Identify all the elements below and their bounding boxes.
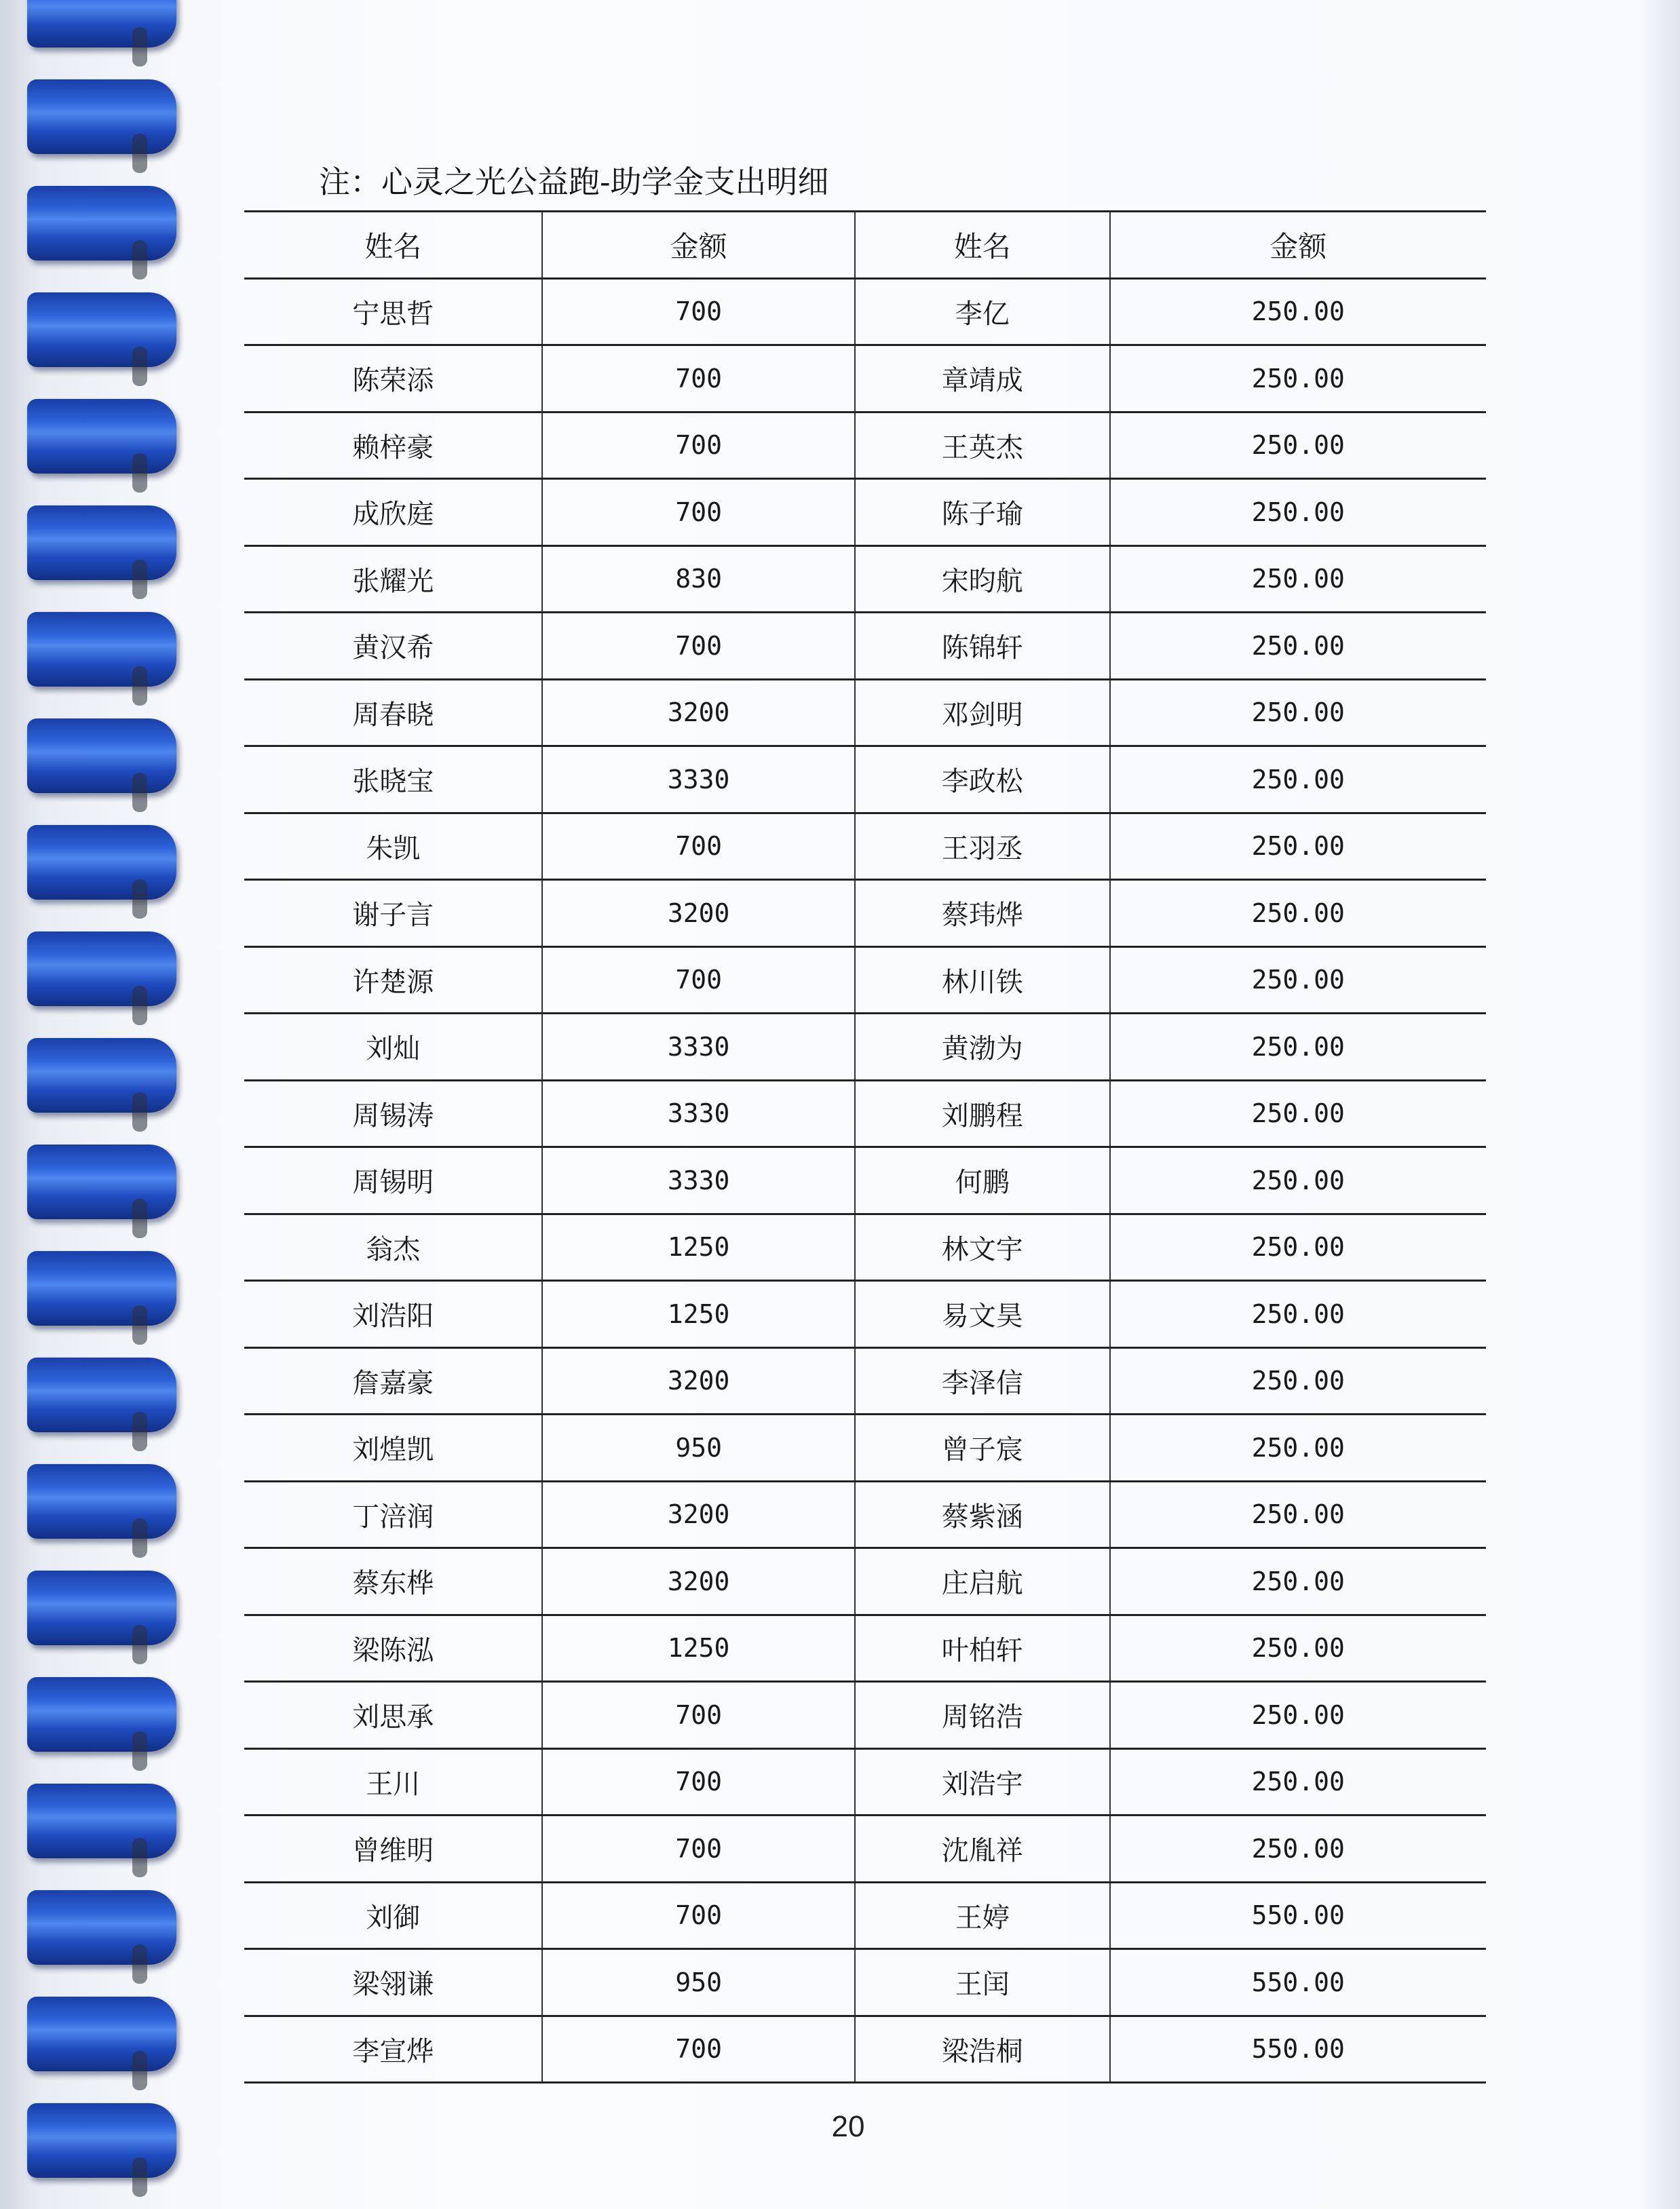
- amount-left: 1250: [542, 1281, 855, 1348]
- binding-ring: [27, 1038, 176, 1113]
- binding-hole: [132, 27, 147, 66]
- table-row: [244, 1014, 1486, 1081]
- binding-hole: [132, 986, 147, 1025]
- table-row: [244, 345, 1486, 412]
- table-row: [244, 613, 1486, 680]
- amount-right: 250.00: [1110, 278, 1486, 345]
- recipient-name-right: 林川铁: [855, 946, 1110, 1014]
- recipient-name-right: 庄启航: [855, 1548, 1110, 1615]
- binding-hole: [132, 2051, 147, 2090]
- amount-right: 250.00: [1110, 479, 1486, 546]
- amount-right: 250.00: [1110, 1548, 1486, 1615]
- recipient-name-right: 王婷: [855, 1882, 1110, 1949]
- binding-hole: [132, 560, 147, 599]
- amount-right: 550.00: [1110, 1882, 1486, 1949]
- table-row: [244, 679, 1486, 746]
- recipient-name-left: 曾维明: [244, 1816, 542, 1883]
- amount-right: 250.00: [1110, 746, 1486, 813]
- amount-right: 250.00: [1110, 412, 1486, 479]
- binding-ring: [27, 505, 176, 580]
- table-row: [244, 1481, 1486, 1548]
- amount-left: 700: [542, 813, 855, 880]
- table-body: [244, 278, 1486, 2083]
- recipient-name-right: 王闰: [855, 1949, 1110, 2016]
- recipient-name-left: 许楚源: [244, 946, 542, 1014]
- amount-left: 3200: [542, 1548, 855, 1615]
- amount-right: 250.00: [1110, 946, 1486, 1014]
- table-row: [244, 1281, 1486, 1348]
- header-amount-2: 金额: [1110, 212, 1486, 279]
- binding-ring: [27, 1784, 176, 1858]
- binding-hole: [132, 1199, 147, 1238]
- amount-left: 3330: [542, 1080, 855, 1147]
- recipient-name-left: 詹嘉豪: [244, 1347, 542, 1415]
- recipient-name-left: 谢子言: [244, 880, 542, 947]
- binding-ring: [27, 79, 176, 154]
- recipient-name-right: 周铭浩: [855, 1682, 1110, 1749]
- recipient-name-right: 王羽丞: [855, 813, 1110, 880]
- header-amount-1: 金额: [542, 212, 855, 279]
- recipient-name-left: 周锡明: [244, 1147, 542, 1214]
- recipient-name-left: 蔡东桦: [244, 1548, 542, 1615]
- amount-right: 250.00: [1110, 1816, 1486, 1883]
- amount-right: 250.00: [1110, 1481, 1486, 1548]
- amount-right: 250.00: [1110, 1080, 1486, 1147]
- recipient-name-left: 赖梓豪: [244, 412, 542, 479]
- recipient-name-left: 成欣庭: [244, 479, 542, 546]
- recipient-name-right: 李政松: [855, 746, 1110, 813]
- scholarship-expense-table: [244, 210, 1486, 2083]
- amount-left: 700: [542, 946, 855, 1014]
- amount-left: 700: [542, 412, 855, 479]
- recipient-name-left: 刘思承: [244, 1682, 542, 1749]
- binding-ring: [27, 612, 176, 687]
- binding-ring: [27, 825, 176, 900]
- recipient-name-left: 刘御: [244, 1882, 542, 1949]
- binding-hole: [132, 2157, 147, 2197]
- amount-left: 700: [542, 479, 855, 546]
- amount-right: 550.00: [1110, 2016, 1486, 2083]
- amount-left: 700: [542, 278, 855, 345]
- binding-ring: [27, 1571, 176, 1645]
- recipient-name-right: 宋昀航: [855, 545, 1110, 613]
- binding-hole: [132, 134, 147, 173]
- amount-right: 250.00: [1110, 813, 1486, 880]
- amount-left: 830: [542, 545, 855, 613]
- table-row: [244, 479, 1486, 546]
- recipient-name-left: 梁翎谦: [244, 1949, 542, 2016]
- recipient-name-left: 周春晓: [244, 679, 542, 746]
- recipient-name-right: 林文宇: [855, 1214, 1110, 1281]
- recipient-name-left: 朱凯: [244, 813, 542, 880]
- amount-left: 700: [542, 1816, 855, 1883]
- amount-right: 250.00: [1110, 1347, 1486, 1415]
- recipient-name-right: 王英杰: [855, 412, 1110, 479]
- amount-left: 3200: [542, 1347, 855, 1415]
- binding-ring: [27, 2103, 176, 2178]
- amount-left: 3330: [542, 1014, 855, 1081]
- table-row: [244, 1548, 1486, 1615]
- recipient-name-right: 沈胤祥: [855, 1816, 1110, 1883]
- table-row: [244, 2016, 1486, 2083]
- amount-left: 700: [542, 345, 855, 412]
- amount-right: 250.00: [1110, 1682, 1486, 1749]
- table-row: [244, 1147, 1486, 1214]
- amount-right: 250.00: [1110, 345, 1486, 412]
- recipient-name-left: 丁涪润: [244, 1481, 542, 1548]
- recipient-name-right: 黄渤为: [855, 1014, 1110, 1081]
- binding-hole: [132, 1305, 147, 1345]
- amount-right: 250.00: [1110, 1615, 1486, 1682]
- amount-left: 700: [542, 1748, 855, 1816]
- recipient-name-right: 陈锦轩: [855, 613, 1110, 680]
- header-name-2: 姓名: [855, 212, 1110, 279]
- binding-hole: [132, 1944, 147, 1984]
- table-row: [244, 1748, 1486, 1816]
- table-row: [244, 1682, 1486, 1749]
- table-row: [244, 1415, 1486, 1482]
- table-row: [244, 946, 1486, 1014]
- amount-right: 250.00: [1110, 679, 1486, 746]
- amount-right: 250.00: [1110, 1415, 1486, 1482]
- amount-left: 700: [542, 1882, 855, 1949]
- binding-ring: [27, 931, 176, 1006]
- binding-ring: [27, 1997, 176, 2071]
- binding-ring: [27, 1890, 176, 1965]
- recipient-name-right: 李亿: [855, 278, 1110, 345]
- amount-right: 250.00: [1110, 1281, 1486, 1348]
- table-row: [244, 1882, 1486, 1949]
- table-row: [244, 1615, 1486, 1682]
- header-name-1: 姓名: [244, 212, 542, 279]
- recipient-name-left: 翁杰: [244, 1214, 542, 1281]
- binding-hole: [132, 1092, 147, 1132]
- amount-right: 250.00: [1110, 1147, 1486, 1214]
- recipient-name-left: 黄汉希: [244, 613, 542, 680]
- recipient-name-left: 周锡涛: [244, 1080, 542, 1147]
- binding-ring: [27, 0, 176, 47]
- recipient-name-left: 宁思哲: [244, 278, 542, 345]
- amount-left: 3200: [542, 1481, 855, 1548]
- table-row: [244, 1949, 1486, 2016]
- binding-hole: [132, 1731, 147, 1771]
- binding-hole: [132, 1518, 147, 1558]
- amount-left: 950: [542, 1415, 855, 1482]
- page-number: 20: [831, 2110, 865, 2143]
- binding-ring: [27, 1677, 176, 1752]
- recipient-name-right: 刘浩宇: [855, 1748, 1110, 1816]
- amount-right: 250.00: [1110, 613, 1486, 680]
- recipient-name-right: 梁浩桐: [855, 2016, 1110, 2083]
- table-row: [244, 880, 1486, 947]
- recipient-name-right: 李泽信: [855, 1347, 1110, 1415]
- amount-left: 700: [542, 613, 855, 680]
- comb-binding: [0, 0, 183, 2209]
- binding-ring: [27, 1251, 176, 1326]
- amount-left: 950: [542, 1949, 855, 2016]
- recipient-name-right: 叶柏轩: [855, 1615, 1110, 1682]
- amount-left: 3330: [542, 1147, 855, 1214]
- table-row: [244, 412, 1486, 479]
- table-row: [244, 1080, 1486, 1147]
- recipient-name-left: 陈荣添: [244, 345, 542, 412]
- binding-hole: [132, 1838, 147, 1877]
- amount-right: 550.00: [1110, 1949, 1486, 2016]
- binding-ring: [27, 1358, 176, 1432]
- amount-right: 250.00: [1110, 1214, 1486, 1281]
- binding-hole: [132, 347, 147, 386]
- amount-right: 250.00: [1110, 1014, 1486, 1081]
- binding-ring: [27, 186, 176, 261]
- binding-ring: [27, 399, 176, 474]
- binding-hole: [132, 240, 147, 280]
- table-row: [244, 813, 1486, 880]
- recipient-name-left: 张晓宝: [244, 746, 542, 813]
- amount-left: 700: [542, 2016, 855, 2083]
- recipient-name-right: 刘鹏程: [855, 1080, 1110, 1147]
- binding-hole: [132, 1412, 147, 1451]
- table-row: [244, 1214, 1486, 1281]
- binding-hole: [132, 666, 147, 706]
- amount-left: 700: [542, 1682, 855, 1749]
- recipient-name-right: 陈子瑜: [855, 479, 1110, 546]
- recipient-name-right: 蔡紫涵: [855, 1481, 1110, 1548]
- recipient-name-right: 邓剑明: [855, 679, 1110, 746]
- recipient-name-right: 易文昊: [855, 1281, 1110, 1348]
- table-row: [244, 746, 1486, 813]
- binding-ring: [27, 1145, 176, 1219]
- recipient-name-right: 章靖成: [855, 345, 1110, 412]
- document-note-title: 注：心灵之光公益跑-助学金支出明细: [319, 164, 829, 200]
- binding-hole: [132, 879, 147, 919]
- recipient-name-left: 王川: [244, 1748, 542, 1816]
- recipient-name-left: 李宣烨: [244, 2016, 542, 2083]
- binding-hole: [132, 453, 147, 493]
- table-row: [244, 278, 1486, 345]
- amount-right: 250.00: [1110, 1748, 1486, 1816]
- recipient-name-right: 何鹏: [855, 1147, 1110, 1214]
- amount-left: 1250: [542, 1214, 855, 1281]
- binding-ring: [27, 292, 176, 367]
- binding-ring: [27, 1464, 176, 1539]
- amount-left: 1250: [542, 1615, 855, 1682]
- recipient-name-left: 刘灿: [244, 1014, 542, 1081]
- amount-right: 250.00: [1110, 880, 1486, 947]
- table-row: [244, 1347, 1486, 1415]
- amount-left: 3200: [542, 679, 855, 746]
- recipient-name-left: 梁陈泓: [244, 1615, 542, 1682]
- page-edge-shadow: [1639, 0, 1680, 2209]
- table-row: [244, 1816, 1486, 1883]
- table-row: [244, 545, 1486, 613]
- recipient-name-left: 刘煌凯: [244, 1415, 542, 1482]
- amount-right: 250.00: [1110, 545, 1486, 613]
- recipient-name-left: 张耀光: [244, 545, 542, 613]
- binding-hole: [132, 1625, 147, 1664]
- table-header-row: [244, 212, 1486, 279]
- binding-ring: [27, 718, 176, 793]
- recipient-name-left: 刘浩阳: [244, 1281, 542, 1348]
- recipient-name-right: 曾子宸: [855, 1415, 1110, 1482]
- recipient-name-right: 蔡玮烨: [855, 880, 1110, 947]
- amount-left: 3200: [542, 880, 855, 947]
- amount-left: 3330: [542, 746, 855, 813]
- binding-hole: [132, 773, 147, 812]
